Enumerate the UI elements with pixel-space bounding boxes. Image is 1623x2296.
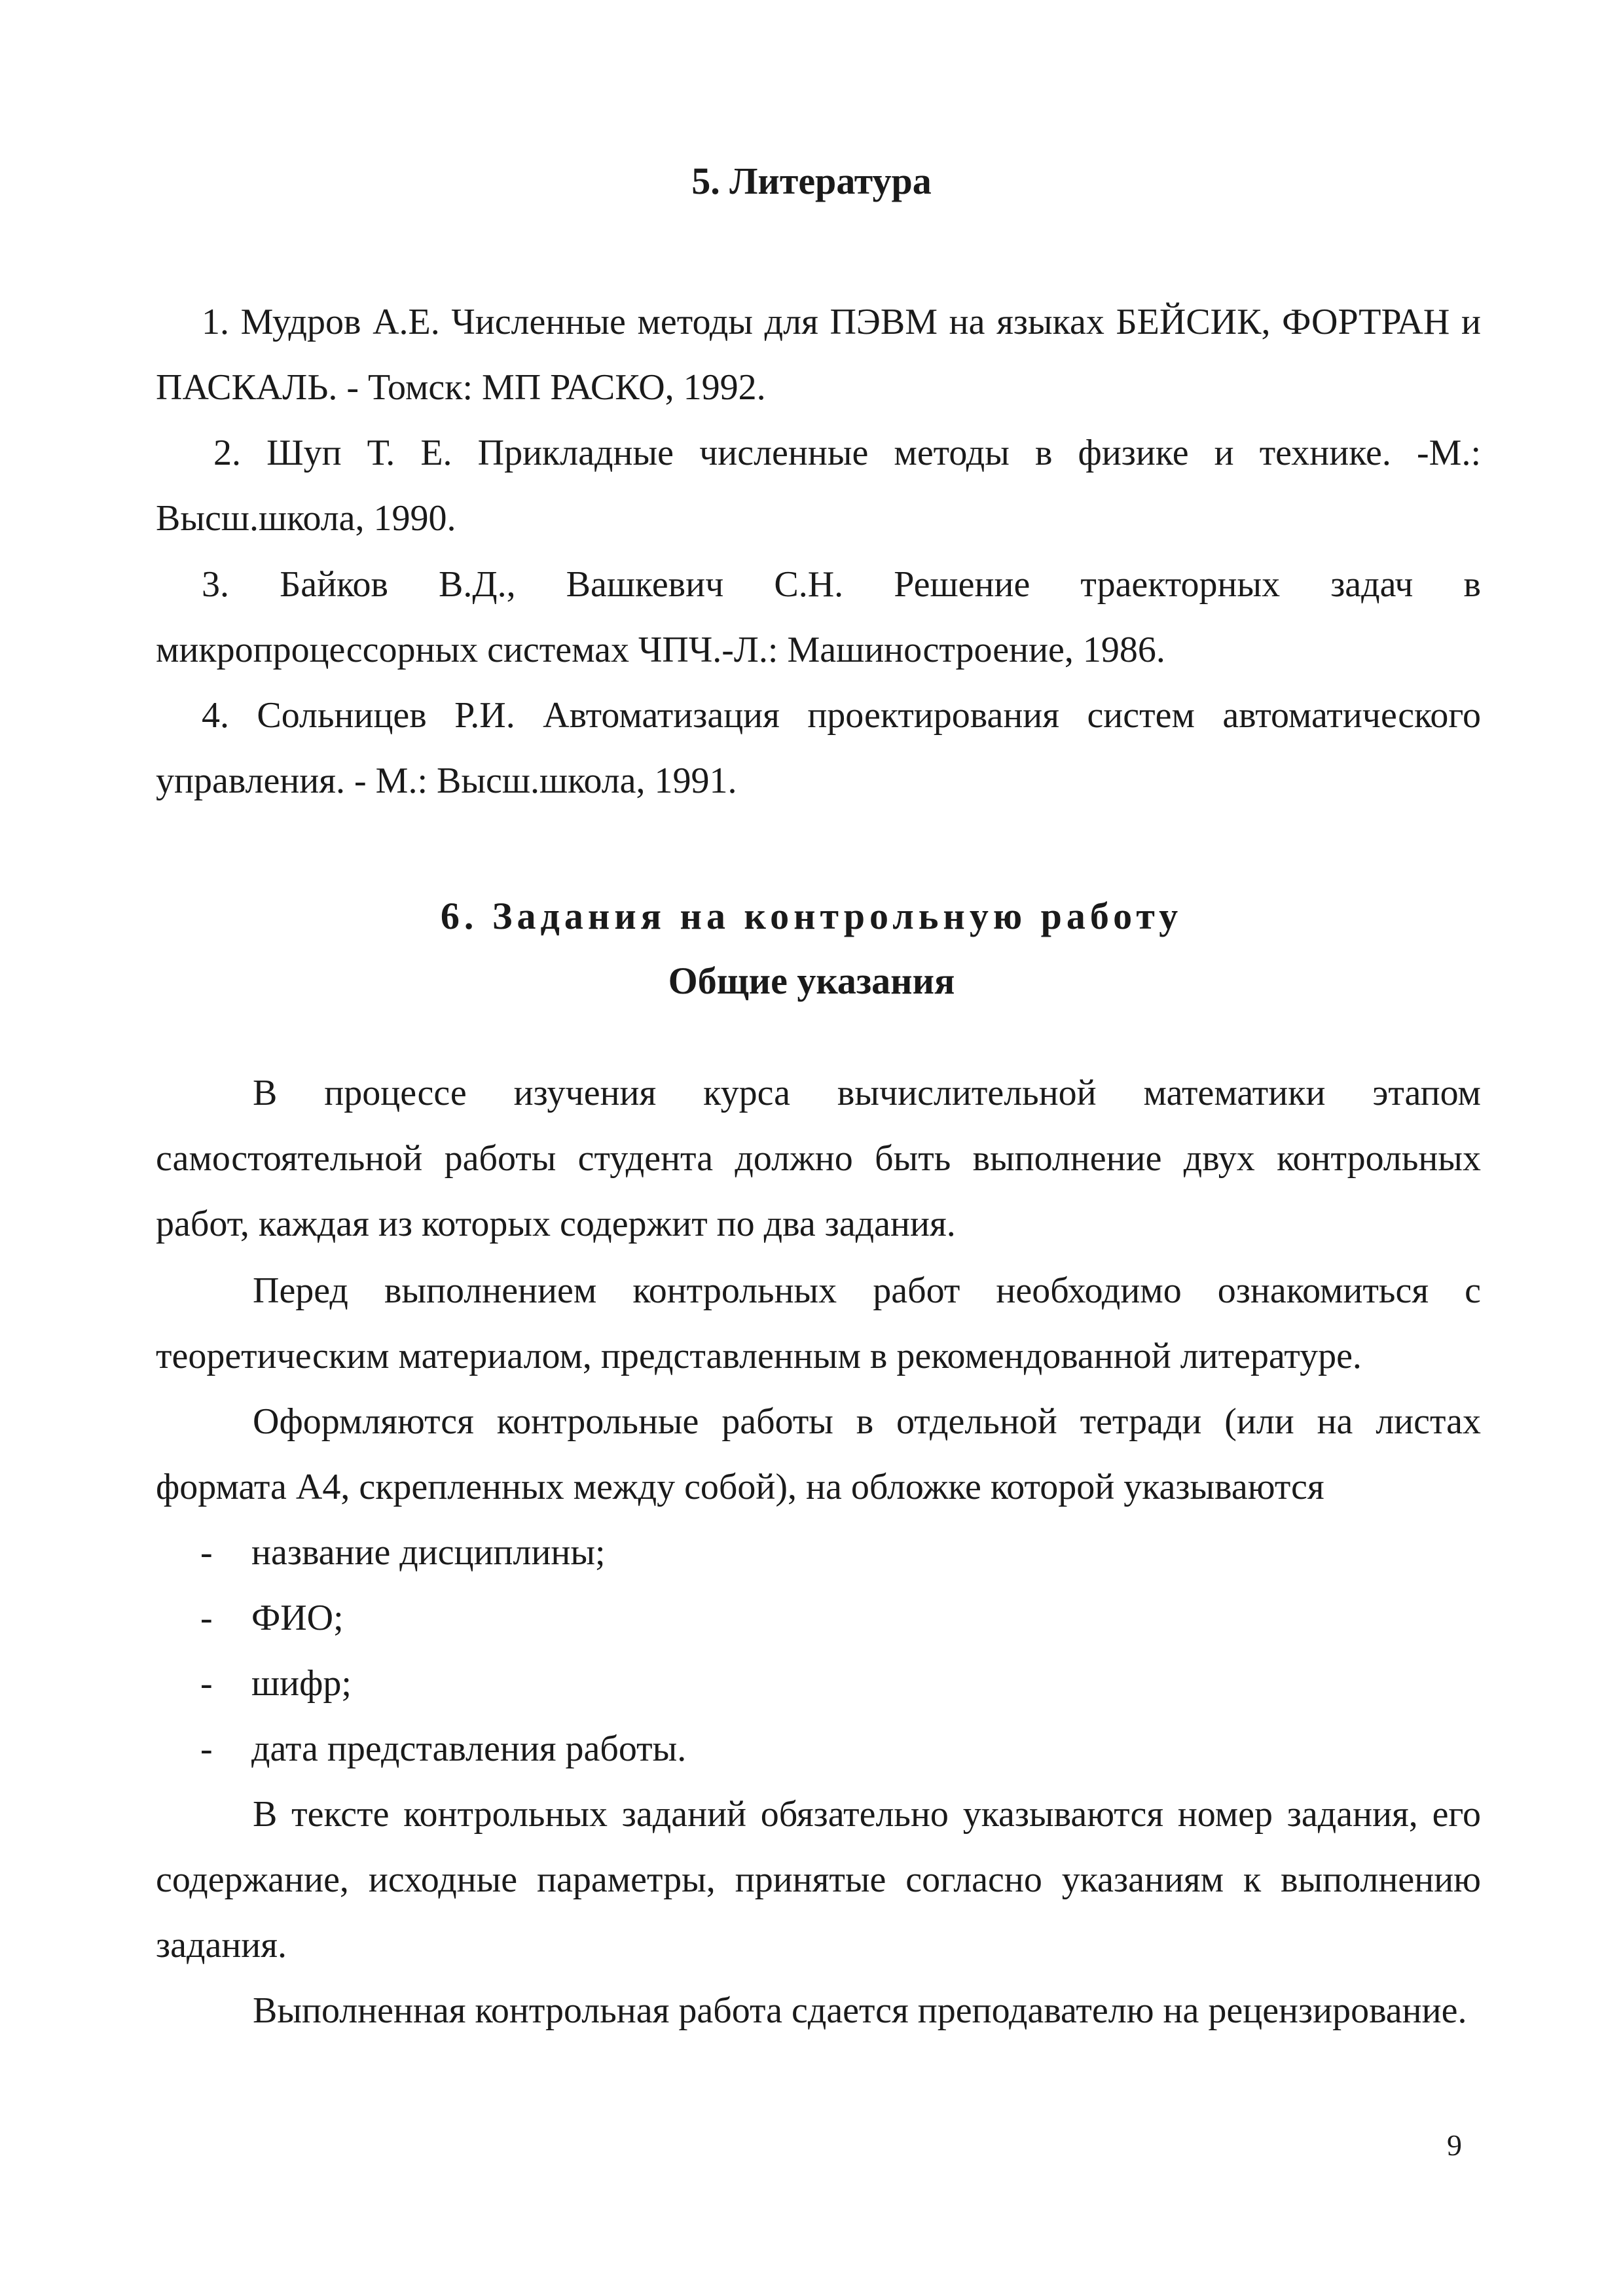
reference-item-1: 1. Мудров А.Е. Численные методы для ПЭВМ на языках БЕЙСИК, ФОРТРАН и ПАСКАЛЬ. - Томск: МП РАСКО, 1992. [156,302,1481,408]
list-dash: - [200,1663,213,1704]
section-6-subtitle: Общие указания [668,960,955,1002]
page-number: 9 [1447,2128,1462,2162]
paragraph-intro: В процессе изучения курса вычислительной математики этапом самостоятельной работы студента должно быть выполнение двух контрольных работ, каждая из которых содержит по два задания. [156,1073,1481,1244]
paragraph-submission: Выполненная контрольная работа сдается преподавателю на рецензирование. [253,1990,1467,2031]
paragraph-preparation: Перед выполнением контрольных работ необходимо ознакомиться с теоретическим материалом, представленным в рекомендованной литературе. [156,1270,1481,1376]
reference-item-4: 4. Сольницев Р.И. Автоматизация проектирования систем автоматического управления. - М.: Высш.школа, 1991. [156,695,1481,801]
paragraph-task-content: В тексте контрольных заданий обязательно указываются номер задания, его содержание, исходные параметры, принятые согласно указаниям к выполнению задания. [156,1794,1481,1965]
list-item-fio: ФИО; [251,1598,344,1638]
list-dash: - [200,1729,213,1769]
paragraph-formatting: Оформляются контрольные работы в отдельной тетради (или на листах формата А4, скрепленных между собой), на обложке которой указываются [156,1401,1481,1507]
list-item-cipher: шифр; [251,1663,352,1704]
list-dash: - [200,1532,213,1573]
list-item-discipline: название дисциплины; [251,1532,606,1573]
reference-item-3: 3. Байков В.Д., Вашкевич С.Н. Решение траекторных задач в микропроцессорных системах ЧПЧ.-Л.: Машиностроение, 1986. [156,564,1481,670]
section-5-title: 5. Литература [691,160,932,202]
reference-item-2: 2. Шуп Т. Е. Прикладные численные методы в физике и технике. -М.: Высш.школа, 1990. [156,433,1481,539]
list-dash: - [200,1598,213,1638]
list-item-date: дата представления работы. [251,1729,687,1769]
section-6-title: 6. Задания на контрольную работу [440,895,1183,937]
